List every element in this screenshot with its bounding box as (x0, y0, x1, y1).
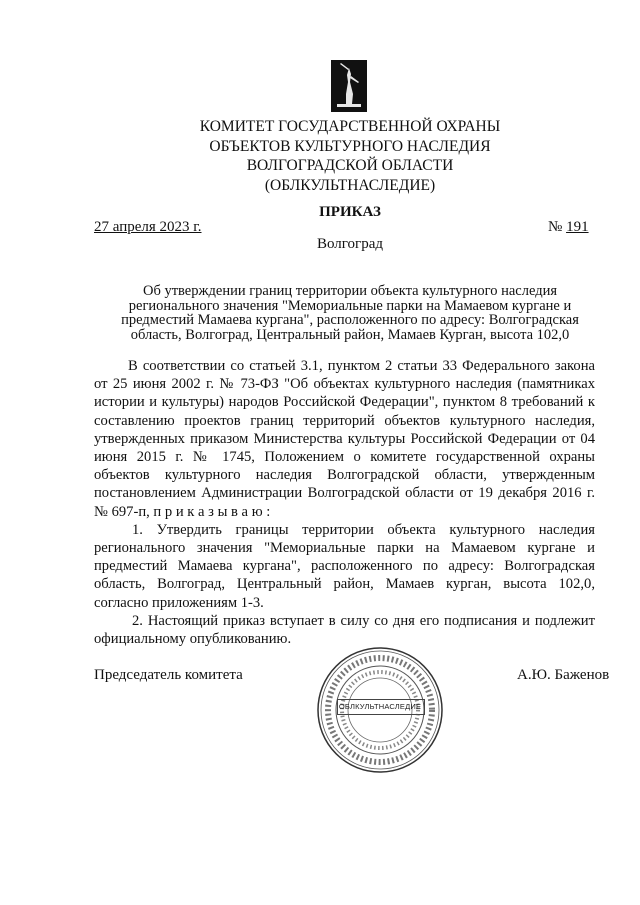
order-body (94, 357, 595, 648)
issuer-line-2: ОБЪЕКТОВ КУЛЬТУРНОГО НАСЛЕДИЯ (209, 137, 491, 155)
order-number-prefix: № (548, 219, 563, 235)
order-number (548, 219, 589, 236)
seal-center-text: ОБЛКУЛЬТНАСЛЕДИЕ (338, 702, 422, 711)
issuer-line-1: КОМИТЕТ ГОСУДАРСТВЕННОЙ ОХРАНЫ (199, 118, 501, 135)
official-seal (315, 645, 445, 775)
subject-line-4: область, Волгоград, Центральный район, Мамаев Курган, высота 102,0 (130, 326, 570, 343)
region-emblem (331, 60, 367, 112)
signatory-name: А.Ю. Баженов (517, 667, 610, 683)
motherland-statue-icon (331, 60, 367, 112)
document-title: ПРИКАЗ (319, 204, 381, 220)
subject-line-3: предместий Мамаева кургана", расположенного по адресу: Волгоградская (121, 312, 579, 328)
issuer-line-3: ВОЛГОГРАДСКОЙ ОБЛАСТИ (246, 157, 454, 174)
issuer-header (150, 117, 550, 195)
order-number-value: 191 (566, 219, 589, 235)
signatory-role: Председатель комитета (94, 667, 243, 683)
order-city: Волгоград (316, 236, 383, 252)
subject-line-2: регионального значения "Мемориальные парки на Мамаевом кургане и (128, 297, 572, 314)
subject-line-1: Об утверждении границ территории объекта культурного наследия (142, 283, 557, 299)
order-date: 27 апреля 2023 г. (94, 219, 202, 235)
item-2-paragraph: 2. Настоящий приказ вступает в силу со дня его подписания и подлежит официальному опубликованию. (94, 612, 595, 648)
preamble-paragraph: В соответствии со статьей 3.1, пунктом 2 статьи 33 Федерального закона от 25 июня 2002 г. № 73-ФЗ "Об объектах культурного наследия (памятниках истории и культуры) народов Российской Федерации", пунктом 8 требований к составлению проектов границ территорий объектов культурного наследия, утвержденных приказом Министерства культуры Российской Федерации от 04 июня 2015 г. № 1745, Положением о комитете государственной охраны объектов культурного наследия Волгоградской области, утвержденным постановлением Администрации Волгоградской области от 19 декабря 2016 г. № 697-п, п р и к а з ы в а ю : (94, 358, 595, 520)
item-1-paragraph: 1. Утвердить границы территории объекта культурного наследия регионального значения "Мемориальные парки на Мамаевом кургане и предместий Мамаева кургана", расположенного по адресу: Волгоградская область, Волгоград, Центральный район, Мамаев курган, высота 102,0, согласно приложениям 1-3. (94, 521, 595, 611)
issuer-line-4: (ОБЛКУЛЬТНАСЛЕДИЕ) (264, 176, 436, 194)
order-subject (100, 284, 600, 342)
